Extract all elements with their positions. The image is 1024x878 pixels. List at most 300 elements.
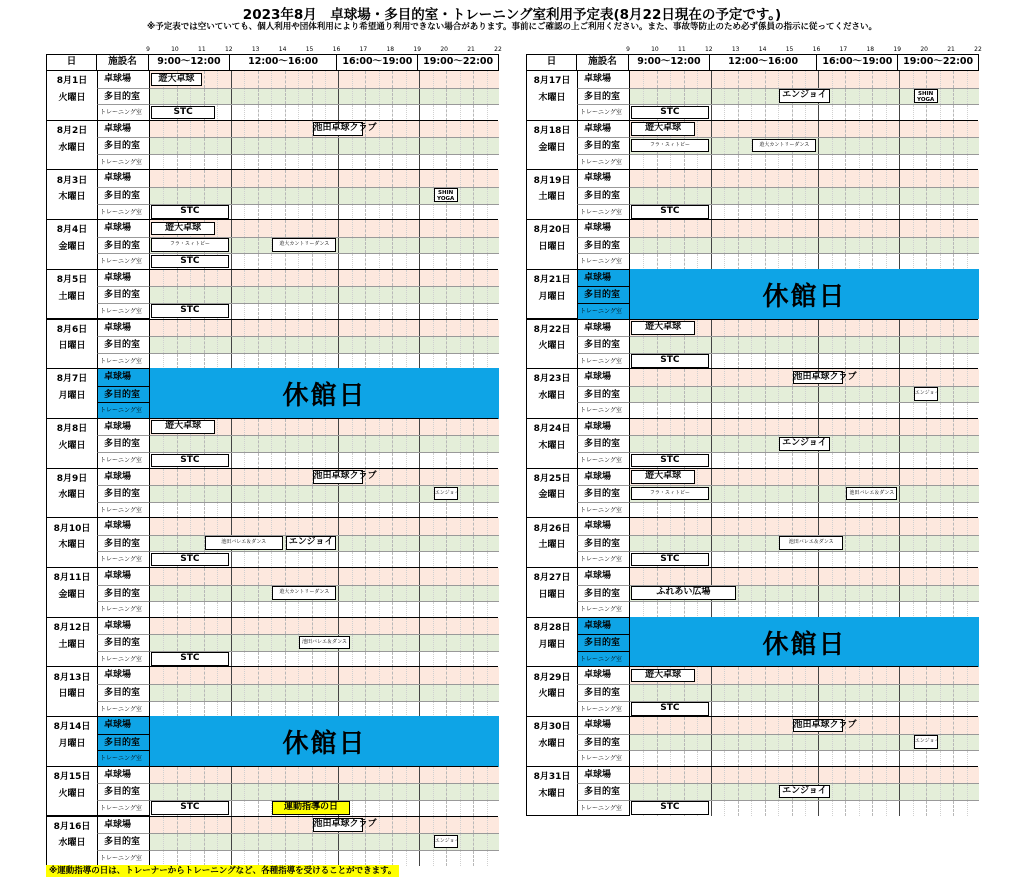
day-date: 8月2日 [56, 125, 88, 136]
header-timeslot: 19:00～22:00 [897, 54, 979, 71]
facility-label: 多目的室 [577, 734, 629, 751]
grid-line [792, 155, 793, 171]
grid-line [163, 121, 164, 138]
grid-line [406, 220, 407, 237]
event-block: 遊大カントリーダンス [752, 139, 816, 153]
grid-line [859, 220, 860, 237]
day-weekday: 木曜日 [538, 92, 566, 103]
grid-line [392, 155, 393, 171]
timeline-row [629, 170, 979, 187]
grid-line [953, 121, 954, 138]
grid-line [738, 784, 739, 800]
grid-line [217, 469, 218, 486]
grid-line [845, 602, 846, 618]
grid-line [365, 618, 366, 635]
grid-line [778, 170, 779, 187]
day-block [526, 70, 978, 121]
day-block [526, 169, 978, 220]
grid-line [487, 436, 488, 452]
grid-line [487, 552, 488, 568]
day-date: 8月12日 [53, 622, 91, 633]
grid-line [657, 685, 658, 701]
grid-line [711, 486, 712, 502]
grid-line [338, 685, 339, 701]
grid-line [778, 419, 779, 436]
grid-line [258, 469, 259, 486]
grid-line [859, 453, 860, 469]
grid-line [487, 220, 488, 237]
grid-line [460, 188, 461, 204]
grid-line [818, 337, 819, 353]
grid-line [724, 751, 725, 767]
grid-line [805, 188, 806, 204]
grid-line [967, 685, 968, 701]
grid-line [163, 320, 164, 337]
day-weekday: 金曜日 [58, 241, 86, 252]
grid-line [832, 702, 833, 718]
grid-line [792, 586, 793, 602]
facility-label: 多目的室 [577, 585, 629, 602]
grid-line [926, 784, 927, 800]
grid-line [697, 717, 698, 734]
grid-line [258, 121, 259, 138]
grid-line [765, 486, 766, 502]
grid-line [271, 436, 272, 452]
grid-line [244, 486, 245, 502]
grid-line [365, 767, 366, 784]
grid-line [792, 518, 793, 535]
grid-line [751, 469, 752, 486]
day-block [526, 617, 978, 668]
grid-line [818, 121, 819, 138]
grid-line [244, 287, 245, 303]
grid-line [872, 205, 873, 221]
grid-line [899, 205, 900, 221]
grid-line [845, 387, 846, 403]
header-timeslot: 12:00～16:00 [229, 54, 338, 71]
grid-line [805, 503, 806, 519]
grid-line [670, 784, 671, 800]
grid-line [244, 685, 245, 701]
grid-line [325, 784, 326, 800]
grid-line [805, 71, 806, 88]
grid-line [643, 170, 644, 187]
event-block: STC [151, 205, 229, 219]
grid-line [473, 205, 474, 221]
grid-line [684, 403, 685, 419]
grid-line [805, 751, 806, 767]
grid-line [231, 568, 232, 585]
day-block [526, 666, 978, 717]
grid-line [751, 717, 752, 734]
grid-line [940, 337, 941, 353]
event-block: 池田卓球クラブ [313, 470, 364, 484]
grid-line [190, 618, 191, 635]
grid-line [392, 586, 393, 602]
grid-line [392, 89, 393, 105]
grid-line [913, 403, 914, 419]
grid-line [684, 602, 685, 618]
grid-line [460, 536, 461, 552]
grid-line [352, 702, 353, 718]
grid-line [872, 717, 873, 734]
grid-line [379, 205, 380, 221]
grid-line [231, 71, 232, 88]
event-block: STC [631, 354, 709, 368]
grid-line [845, 518, 846, 535]
grid-line [899, 586, 900, 602]
grid-line [446, 586, 447, 602]
event-block: STC [631, 553, 709, 567]
grid-line [258, 138, 259, 154]
grid-line [818, 568, 819, 585]
grid-line [312, 453, 313, 469]
grid-line [177, 635, 178, 651]
timeline-row [629, 237, 979, 254]
grid-line [940, 784, 941, 800]
grid-line [446, 635, 447, 651]
grid-line [392, 667, 393, 684]
grid-line [392, 188, 393, 204]
grid-line [338, 304, 339, 320]
grid-line [724, 717, 725, 734]
grid-line [913, 170, 914, 187]
facility-label: 多目的室 [577, 187, 629, 204]
grid-line [845, 536, 846, 552]
grid-line [684, 71, 685, 88]
grid-line [670, 188, 671, 204]
grid-line [967, 586, 968, 602]
grid-line [953, 667, 954, 684]
grid-line [446, 685, 447, 701]
hour-tick: 21 [947, 46, 955, 53]
grid-line [312, 602, 313, 618]
grid-line [433, 121, 434, 138]
grid-line [886, 155, 887, 171]
day-date: 8月19日 [533, 175, 571, 186]
grid-line [312, 287, 313, 303]
grid-line [217, 685, 218, 701]
grid-line [298, 702, 299, 718]
grid-line [285, 602, 286, 618]
grid-line [724, 735, 725, 751]
grid-line [657, 220, 658, 237]
event-block: 池田卓球クラブ [793, 719, 844, 733]
grid-line [258, 419, 259, 436]
grid-line [163, 568, 164, 585]
grid-line [886, 751, 887, 767]
grid-line [365, 518, 366, 535]
grid-line [406, 784, 407, 800]
grid-line [217, 834, 218, 850]
grid-line [899, 518, 900, 535]
grid-line [298, 105, 299, 121]
grid-line [711, 337, 712, 353]
grid-line [643, 337, 644, 353]
grid-line [845, 71, 846, 88]
grid-line [271, 635, 272, 651]
grid-line [258, 354, 259, 370]
grid-line [446, 205, 447, 221]
grid-line [392, 71, 393, 88]
grid-line [460, 155, 461, 171]
grid-line [379, 586, 380, 602]
grid-line [446, 270, 447, 287]
grid-line [940, 121, 941, 138]
grid-line [312, 503, 313, 519]
grid-line [473, 518, 474, 535]
grid-line [352, 518, 353, 535]
grid-line [271, 767, 272, 784]
grid-line [392, 602, 393, 618]
grid-line [460, 486, 461, 502]
event-block: STC [151, 454, 229, 468]
grid-line [325, 702, 326, 718]
grid-line [751, 337, 752, 353]
grid-line [751, 89, 752, 105]
grid-line [967, 337, 968, 353]
grid-line [953, 337, 954, 353]
grid-line [899, 188, 900, 204]
grid-line [365, 170, 366, 187]
grid-line [926, 337, 927, 353]
grid-line [805, 767, 806, 784]
grid-line [433, 354, 434, 370]
grid-line [886, 436, 887, 452]
grid-line [818, 667, 819, 684]
grid-line [460, 320, 461, 337]
event-block: STC [631, 454, 709, 468]
grid-line [899, 105, 900, 121]
grid-line [738, 320, 739, 337]
grid-line [684, 155, 685, 171]
grid-line [926, 536, 927, 552]
grid-line [312, 138, 313, 154]
grid-line [338, 254, 339, 270]
grid-line [872, 735, 873, 751]
grid-line [765, 801, 766, 817]
grid-line [872, 801, 873, 817]
grid-line [460, 170, 461, 187]
grid-line [872, 254, 873, 270]
grid-line [953, 784, 954, 800]
grid-line [325, 287, 326, 303]
grid-line [473, 453, 474, 469]
grid-line [419, 702, 420, 718]
grid-line [751, 188, 752, 204]
grid-line [967, 568, 968, 585]
grid-line [487, 586, 488, 602]
grid-line [684, 220, 685, 237]
grid-line [352, 851, 353, 867]
grid-line [446, 220, 447, 237]
grid-line [967, 403, 968, 419]
grid-line [765, 436, 766, 452]
grid-line [738, 453, 739, 469]
day-block [526, 567, 978, 618]
grid-line [886, 138, 887, 154]
grid-line [953, 518, 954, 535]
grid-line [711, 354, 712, 370]
grid-line [940, 453, 941, 469]
facility-label: 多目的室 [97, 286, 149, 303]
grid-line [460, 436, 461, 452]
grid-line [244, 121, 245, 138]
grid-line [805, 486, 806, 502]
grid-line [643, 238, 644, 254]
grid-line [446, 138, 447, 154]
grid-line [487, 652, 488, 668]
grid-line [487, 834, 488, 850]
grid-line [845, 801, 846, 817]
grid-line [899, 685, 900, 701]
grid-line [419, 817, 420, 834]
grid-line [419, 453, 420, 469]
grid-line [953, 436, 954, 452]
grid-line [365, 354, 366, 370]
grid-line [778, 503, 779, 519]
facility-label: トレーニング室 [577, 452, 629, 469]
grid-line [392, 767, 393, 784]
grid-line [751, 419, 752, 436]
day-date: 8月28日 [533, 622, 571, 633]
grid-line [338, 602, 339, 618]
grid-line [433, 170, 434, 187]
facility-label: 卓球場 [577, 667, 629, 684]
grid-line [298, 652, 299, 668]
grid-line [926, 767, 927, 784]
grid-line [163, 337, 164, 353]
facility-label: 多目的室 [97, 88, 149, 105]
grid-line [352, 618, 353, 635]
grid-line [724, 784, 725, 800]
day-block [46, 368, 498, 419]
hour-tick: 21 [467, 46, 475, 53]
closed-facility-label: トレーニング室 [577, 303, 629, 320]
grid-line [433, 155, 434, 171]
grid-line [724, 801, 725, 817]
grid-line [244, 419, 245, 436]
grid-line [845, 469, 846, 486]
grid-line [751, 552, 752, 568]
facility-label: 卓球場 [97, 618, 149, 635]
grid-line [163, 618, 164, 635]
grid-line [751, 586, 752, 602]
hour-tick: 20 [920, 46, 928, 53]
grid-line [805, 105, 806, 121]
grid-line [859, 188, 860, 204]
grid-line [379, 220, 380, 237]
grid-line [792, 205, 793, 221]
grid-line [163, 602, 164, 618]
grid-line [926, 403, 927, 419]
grid-line [379, 71, 380, 88]
grid-line [913, 205, 914, 221]
grid-line [684, 188, 685, 204]
grid-line [217, 71, 218, 88]
grid-line [298, 503, 299, 519]
grid-line [724, 170, 725, 187]
grid-line [487, 238, 488, 254]
grid-line [352, 270, 353, 287]
grid-line [271, 518, 272, 535]
timeline-row [149, 783, 499, 800]
grid-line [832, 602, 833, 618]
grid-line [872, 369, 873, 386]
hour-tick: 19 [413, 46, 422, 53]
grid-line [643, 717, 644, 734]
event-block: 遊大卓球 [631, 470, 695, 484]
grid-line [460, 667, 461, 684]
grid-line [338, 568, 339, 585]
facility-label: 卓球場 [97, 121, 149, 138]
grid-line [217, 337, 218, 353]
grid-line [643, 436, 644, 452]
timeline-row [149, 137, 499, 154]
grid-line [886, 419, 887, 436]
grid-line [190, 536, 191, 552]
grid-line [643, 403, 644, 419]
grid-line [379, 685, 380, 701]
grid-line [940, 188, 941, 204]
grid-line [204, 121, 205, 138]
day-date: 8月13日 [53, 672, 91, 683]
grid-line [231, 188, 232, 204]
grid-line [684, 767, 685, 784]
grid-line [886, 403, 887, 419]
hour-tick: 14 [758, 46, 767, 53]
grid-line [792, 486, 793, 502]
grid-line [487, 817, 488, 834]
grid-line [258, 518, 259, 535]
grid-line [190, 817, 191, 834]
grid-line [473, 89, 474, 105]
grid-line [886, 536, 887, 552]
event-block: SHIN YOGA [434, 188, 458, 202]
grid-line [711, 71, 712, 88]
grid-line [657, 735, 658, 751]
grid-line [177, 170, 178, 187]
footer-note: ※運動指導の日は、トレーナーからトレーニングなど、各種指導を受けることができます。 [46, 865, 399, 877]
grid-line [285, 71, 286, 88]
event-block: 遊大卓球 [151, 73, 202, 87]
grid-line [657, 155, 658, 171]
grid-line [177, 503, 178, 519]
grid-line [406, 121, 407, 138]
grid-line [446, 354, 447, 370]
facility-label: トレーニング室 [577, 204, 629, 221]
closed-facility-label: 多目的室 [97, 386, 149, 403]
grid-line [926, 436, 927, 452]
grid-line [805, 586, 806, 602]
facility-label: 多目的室 [577, 783, 629, 800]
grid-line [258, 453, 259, 469]
facility-label: 卓球場 [577, 170, 629, 187]
grid-line [379, 784, 380, 800]
day-block [526, 120, 978, 171]
day-block [46, 766, 498, 817]
day-block [46, 269, 498, 320]
grid-line [460, 220, 461, 237]
grid-line [818, 602, 819, 618]
grid-line [352, 767, 353, 784]
grid-line [298, 304, 299, 320]
grid-line [433, 518, 434, 535]
grid-line [913, 469, 914, 486]
grid-line [419, 685, 420, 701]
grid-line [765, 453, 766, 469]
grid-line [953, 71, 954, 88]
